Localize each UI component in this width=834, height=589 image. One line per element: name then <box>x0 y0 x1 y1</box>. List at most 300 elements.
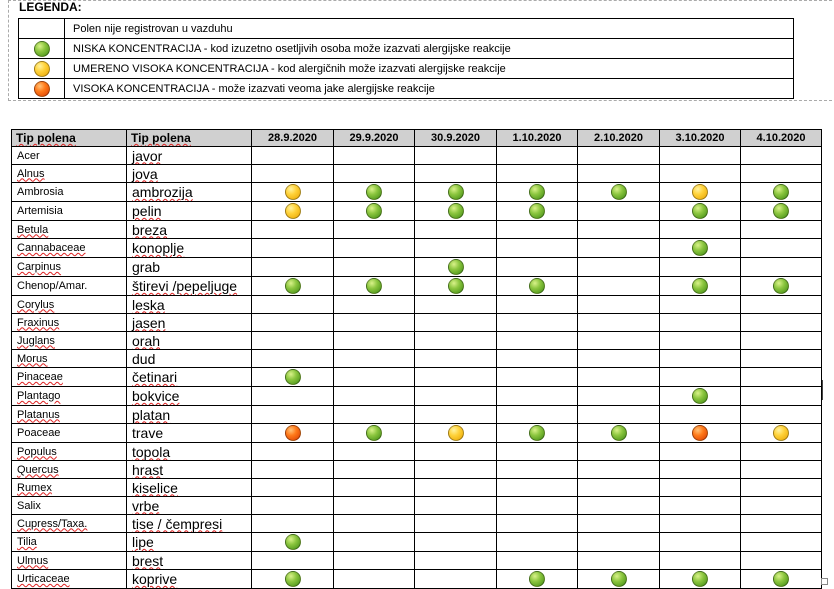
local-name-cell <box>127 277 252 296</box>
latin-name: Morus <box>17 352 48 365</box>
concentration-cell <box>334 239 415 258</box>
table-row <box>12 147 822 165</box>
concentration-cell <box>660 314 741 332</box>
concentration-cell <box>252 461 334 479</box>
concentration-cell <box>415 461 497 479</box>
green-dot-icon <box>773 203 789 219</box>
header-label: 3.10.2020 <box>675 132 725 144</box>
latin-name-cell <box>12 350 127 368</box>
concentration-cell <box>741 497 822 515</box>
latin-name: Fraxinus <box>17 316 60 329</box>
concentration-cell <box>334 221 415 239</box>
concentration-cell <box>334 183 415 202</box>
local-name: hrast <box>132 461 164 478</box>
concentration-cell <box>415 424 497 443</box>
header-label: 29.9.2020 <box>349 132 399 144</box>
concentration-cell <box>578 350 660 368</box>
table-header-row <box>12 130 822 147</box>
green-dot-icon <box>366 425 382 441</box>
latin-name-cell <box>12 368 127 387</box>
concentration-cell <box>578 332 660 350</box>
legend-row <box>19 79 794 99</box>
concentration-cell <box>334 368 415 387</box>
local-name-cell <box>127 350 252 368</box>
local-name: topola <box>132 443 171 460</box>
concentration-cell <box>660 479 741 497</box>
concentration-cell <box>497 202 578 221</box>
local-name-cell <box>127 165 252 183</box>
concentration-cell <box>415 387 497 406</box>
green-dot-icon <box>448 184 464 200</box>
concentration-cell <box>741 533 822 552</box>
concentration-cell <box>415 552 497 570</box>
latin-name: Rumex <box>17 481 52 494</box>
latin-name: Alnus <box>17 167 45 180</box>
yellow-dot-icon <box>773 425 789 441</box>
concentration-cell <box>741 443 822 461</box>
local-name: konoplje <box>132 240 185 256</box>
table-row <box>12 406 822 424</box>
concentration-cell <box>660 165 741 183</box>
concentration-cell <box>497 443 578 461</box>
red-dot-icon <box>285 425 301 441</box>
local-name-cell <box>127 552 252 570</box>
legend-text: Polen nije registrovan u vazduhu <box>65 19 794 39</box>
concentration-cell <box>660 387 741 406</box>
concentration-cell <box>578 277 660 296</box>
latin-name-cell <box>12 387 127 406</box>
concentration-cell <box>660 147 741 165</box>
red-dot-icon <box>34 81 50 97</box>
table-row <box>12 461 822 479</box>
latin-name: Acer <box>17 149 40 162</box>
concentration-cell <box>497 258 578 277</box>
green-dot-icon <box>692 240 708 256</box>
table-row <box>12 533 822 552</box>
concentration-cell <box>415 332 497 350</box>
header-date <box>415 130 497 147</box>
concentration-cell <box>497 515 578 533</box>
concentration-cell <box>415 443 497 461</box>
latin-name-cell <box>12 239 127 258</box>
local-name: dud <box>132 350 156 367</box>
latin-name: Poaceae <box>17 427 61 439</box>
table-row <box>12 424 822 443</box>
table-row <box>12 350 822 368</box>
concentration-cell <box>415 258 497 277</box>
concentration-cell <box>660 296 741 314</box>
concentration-cell <box>497 387 578 406</box>
concentration-cell <box>741 221 822 239</box>
green-dot-icon <box>448 278 464 294</box>
concentration-cell <box>578 424 660 443</box>
local-name-cell <box>127 221 252 239</box>
concentration-cell <box>660 368 741 387</box>
concentration-cell <box>578 314 660 332</box>
green-dot-icon <box>773 571 789 587</box>
concentration-cell <box>334 515 415 533</box>
concentration-cell <box>415 165 497 183</box>
latin-name-cell <box>12 314 127 332</box>
concentration-cell <box>252 296 334 314</box>
concentration-cell <box>497 552 578 570</box>
latin-name-cell <box>12 443 127 461</box>
legend-symbol-cell <box>19 39 65 59</box>
concentration-cell <box>252 406 334 424</box>
yellow-dot-icon <box>692 184 708 200</box>
concentration-cell <box>660 183 741 202</box>
header-date <box>497 130 578 147</box>
concentration-cell <box>578 239 660 258</box>
green-dot-icon <box>366 203 382 219</box>
latin-name: Cupress/Taxa. <box>17 517 88 530</box>
header-label: Tip polena <box>131 131 191 145</box>
concentration-cell <box>660 221 741 239</box>
latin-name: Carpinus <box>17 261 62 273</box>
concentration-cell <box>497 239 578 258</box>
legend-text: UMERENO VISOKA KONCENTRACIJA - kod alergičnih može izazvati alergijske reakcije <box>65 59 794 79</box>
green-dot-icon <box>692 388 708 404</box>
resize-handle[interactable] <box>821 578 828 585</box>
green-dot-icon <box>285 278 301 294</box>
legend-title: LEGENDA: <box>19 0 82 14</box>
latin-name-cell <box>12 406 127 424</box>
local-name: jasen <box>132 314 166 331</box>
table-row <box>12 368 822 387</box>
local-name-cell <box>127 387 252 406</box>
green-dot-icon <box>529 571 545 587</box>
concentration-cell <box>660 552 741 570</box>
local-name: ambrozija <box>132 184 193 200</box>
local-name: trave <box>132 425 164 441</box>
concentration-cell <box>578 183 660 202</box>
concentration-cell <box>252 533 334 552</box>
concentration-cell <box>334 461 415 479</box>
concentration-cell <box>415 147 497 165</box>
local-name-cell <box>127 533 252 552</box>
concentration-cell <box>334 443 415 461</box>
yellow-dot-icon <box>34 61 50 77</box>
latin-name-cell <box>12 461 127 479</box>
table-row <box>12 515 822 533</box>
concentration-cell <box>578 258 660 277</box>
concentration-cell <box>252 202 334 221</box>
concentration-cell <box>334 350 415 368</box>
latin-name: Juglans <box>17 334 55 347</box>
local-name: javor <box>132 147 163 164</box>
concentration-cell <box>252 332 334 350</box>
concentration-cell <box>252 221 334 239</box>
concentration-cell <box>660 533 741 552</box>
concentration-cell <box>252 424 334 443</box>
concentration-cell <box>741 314 822 332</box>
local-name: grab <box>132 259 161 275</box>
concentration-cell <box>578 443 660 461</box>
table-row <box>12 258 822 277</box>
concentration-cell <box>578 296 660 314</box>
latin-name: Betula <box>17 223 49 236</box>
header-label: 2.10.2020 <box>594 132 643 144</box>
concentration-cell <box>252 552 334 570</box>
concentration-cell <box>497 277 578 296</box>
concentration-cell <box>334 552 415 570</box>
local-name: orah <box>132 332 161 349</box>
latin-name: Platanus <box>17 408 60 421</box>
header-date <box>252 130 334 147</box>
local-name: platan <box>132 406 171 423</box>
concentration-cell <box>660 497 741 515</box>
table-row <box>12 387 822 406</box>
pollen-table <box>11 129 822 589</box>
local-name: bokvice <box>132 388 180 404</box>
concentration-cell <box>578 533 660 552</box>
local-name: koprive <box>132 571 178 587</box>
concentration-cell <box>415 368 497 387</box>
concentration-cell <box>578 368 660 387</box>
concentration-cell <box>741 368 822 387</box>
table-row <box>12 497 822 515</box>
concentration-cell <box>415 533 497 552</box>
green-dot-icon <box>285 369 301 385</box>
concentration-cell <box>741 258 822 277</box>
legend-symbol-cell <box>19 79 65 99</box>
header-date <box>660 130 741 147</box>
legend-row <box>19 19 794 39</box>
latin-name-cell <box>12 147 127 165</box>
green-dot-icon <box>366 184 382 200</box>
concentration-cell <box>660 406 741 424</box>
latin-name-cell <box>12 332 127 350</box>
local-name: breza <box>132 221 168 238</box>
table-row <box>12 239 822 258</box>
latin-name: Artemisia <box>17 205 63 217</box>
local-name: štirevi /pepeljuge <box>132 278 238 294</box>
green-dot-icon <box>692 571 708 587</box>
concentration-cell <box>660 332 741 350</box>
concentration-cell <box>497 533 578 552</box>
concentration-cell <box>578 515 660 533</box>
table-row <box>12 552 822 570</box>
concentration-cell <box>334 479 415 497</box>
latin-name-cell <box>12 202 127 221</box>
concentration-cell <box>741 515 822 533</box>
concentration-cell <box>334 424 415 443</box>
local-name: lipe <box>132 534 154 550</box>
table-row <box>12 165 822 183</box>
local-name: vrbe <box>132 497 160 514</box>
green-dot-icon <box>366 278 382 294</box>
green-dot-icon <box>529 278 545 294</box>
green-dot-icon <box>773 278 789 294</box>
concentration-cell <box>334 296 415 314</box>
concentration-cell <box>252 165 334 183</box>
concentration-cell <box>252 314 334 332</box>
concentration-cell <box>578 406 660 424</box>
local-name-cell <box>127 368 252 387</box>
concentration-cell <box>497 497 578 515</box>
green-dot-icon <box>448 259 464 275</box>
concentration-cell <box>497 314 578 332</box>
concentration-cell <box>578 479 660 497</box>
green-dot-icon <box>529 184 545 200</box>
concentration-cell <box>252 350 334 368</box>
concentration-cell <box>334 387 415 406</box>
table-row <box>12 332 822 350</box>
green-dot-icon <box>692 278 708 294</box>
green-dot-icon <box>692 203 708 219</box>
concentration-cell <box>334 332 415 350</box>
yellow-dot-icon <box>448 425 464 441</box>
header-date <box>741 130 822 147</box>
concentration-cell <box>741 387 822 406</box>
local-name: tise / čempresi <box>132 515 223 532</box>
local-name-cell <box>127 258 252 277</box>
latin-name-cell <box>12 183 127 202</box>
latin-name: Urticaceae <box>17 573 70 585</box>
concentration-cell <box>252 258 334 277</box>
green-dot-icon <box>611 184 627 200</box>
concentration-cell <box>497 479 578 497</box>
concentration-cell <box>497 406 578 424</box>
concentration-cell <box>741 165 822 183</box>
local-name-cell <box>127 515 252 533</box>
table-row <box>12 314 822 332</box>
table-row <box>12 479 822 497</box>
latin-name-cell <box>12 424 127 443</box>
concentration-cell <box>252 277 334 296</box>
green-dot-icon <box>285 534 301 550</box>
concentration-cell <box>578 552 660 570</box>
local-name-cell <box>127 406 252 424</box>
concentration-cell <box>252 183 334 202</box>
latin-name: Ulmus <box>17 554 49 567</box>
concentration-cell <box>497 221 578 239</box>
concentration-cell <box>334 406 415 424</box>
header-label: Tip polena <box>16 131 76 145</box>
local-name-cell <box>127 497 252 515</box>
green-dot-icon <box>611 425 627 441</box>
legend-symbol-cell <box>19 19 65 39</box>
latin-name: Cannabaceae <box>17 242 86 254</box>
concentration-cell <box>741 183 822 202</box>
concentration-cell <box>252 239 334 258</box>
local-name-cell <box>127 479 252 497</box>
green-dot-icon <box>773 184 789 200</box>
latin-name-cell <box>12 221 127 239</box>
latin-name: Salix <box>17 499 41 512</box>
concentration-cell <box>334 314 415 332</box>
header-pollen-type <box>12 130 127 147</box>
concentration-cell <box>578 147 660 165</box>
concentration-cell <box>578 202 660 221</box>
concentration-cell <box>497 350 578 368</box>
concentration-cell <box>741 296 822 314</box>
concentration-cell <box>660 515 741 533</box>
concentration-cell <box>252 147 334 165</box>
latin-name: Corylus <box>17 298 55 311</box>
concentration-cell <box>415 277 497 296</box>
legend-row <box>19 39 794 59</box>
green-dot-icon <box>34 41 50 57</box>
latin-name-cell <box>12 165 127 183</box>
concentration-cell <box>415 515 497 533</box>
local-name-cell <box>127 443 252 461</box>
local-name: jova <box>132 165 158 182</box>
green-dot-icon <box>529 203 545 219</box>
concentration-cell <box>660 350 741 368</box>
local-name: leska <box>132 296 165 313</box>
concentration-cell <box>741 552 822 570</box>
concentration-cell <box>660 424 741 443</box>
latin-name: Pinaceae <box>17 371 63 383</box>
concentration-cell <box>660 461 741 479</box>
concentration-cell <box>252 387 334 406</box>
concentration-cell <box>252 515 334 533</box>
header-label: 4.10.2020 <box>756 132 806 144</box>
green-dot-icon <box>611 571 627 587</box>
local-name-cell <box>127 183 252 202</box>
latin-name: Plantago <box>17 390 61 402</box>
table-row <box>12 221 822 239</box>
legend-symbol-cell <box>19 59 65 79</box>
concentration-cell <box>741 202 822 221</box>
concentration-cell <box>578 497 660 515</box>
concentration-cell <box>741 350 822 368</box>
concentration-cell <box>415 497 497 515</box>
local-name-cell <box>127 314 252 332</box>
latin-name: Ambrosia <box>17 186 64 198</box>
concentration-cell <box>578 461 660 479</box>
yellow-dot-icon <box>285 203 301 219</box>
concentration-cell <box>252 443 334 461</box>
local-name-cell <box>127 424 252 443</box>
concentration-cell <box>578 387 660 406</box>
legend-row <box>19 59 794 79</box>
table-row <box>12 183 822 202</box>
concentration-cell <box>741 277 822 296</box>
concentration-cell <box>415 296 497 314</box>
legend-table <box>18 18 794 99</box>
latin-name-cell <box>12 277 127 296</box>
legend-text: NISKA KONCENTRACIJA - kod izuzetno osetljivih osoba može izazvati alergijske reakcije <box>65 39 794 59</box>
header-date <box>578 130 660 147</box>
local-name: četinari <box>132 369 178 385</box>
concentration-cell <box>741 424 822 443</box>
latin-name-cell <box>12 497 127 515</box>
header-date <box>334 130 415 147</box>
local-name-cell <box>127 332 252 350</box>
concentration-cell <box>334 533 415 552</box>
concentration-cell <box>660 202 741 221</box>
latin-name-cell <box>12 552 127 570</box>
concentration-cell <box>415 221 497 239</box>
local-name-cell <box>127 147 252 165</box>
red-dot-icon <box>692 425 708 441</box>
latin-name-cell <box>12 258 127 277</box>
concentration-cell <box>415 239 497 258</box>
yellow-dot-icon <box>285 184 301 200</box>
local-name: pelin <box>132 203 162 219</box>
concentration-cell <box>660 239 741 258</box>
concentration-cell <box>334 147 415 165</box>
table-row <box>12 277 822 296</box>
concentration-cell <box>497 424 578 443</box>
concentration-cell <box>497 183 578 202</box>
concentration-cell <box>497 165 578 183</box>
local-name-cell <box>127 296 252 314</box>
latin-name-cell <box>12 296 127 314</box>
concentration-cell <box>497 368 578 387</box>
